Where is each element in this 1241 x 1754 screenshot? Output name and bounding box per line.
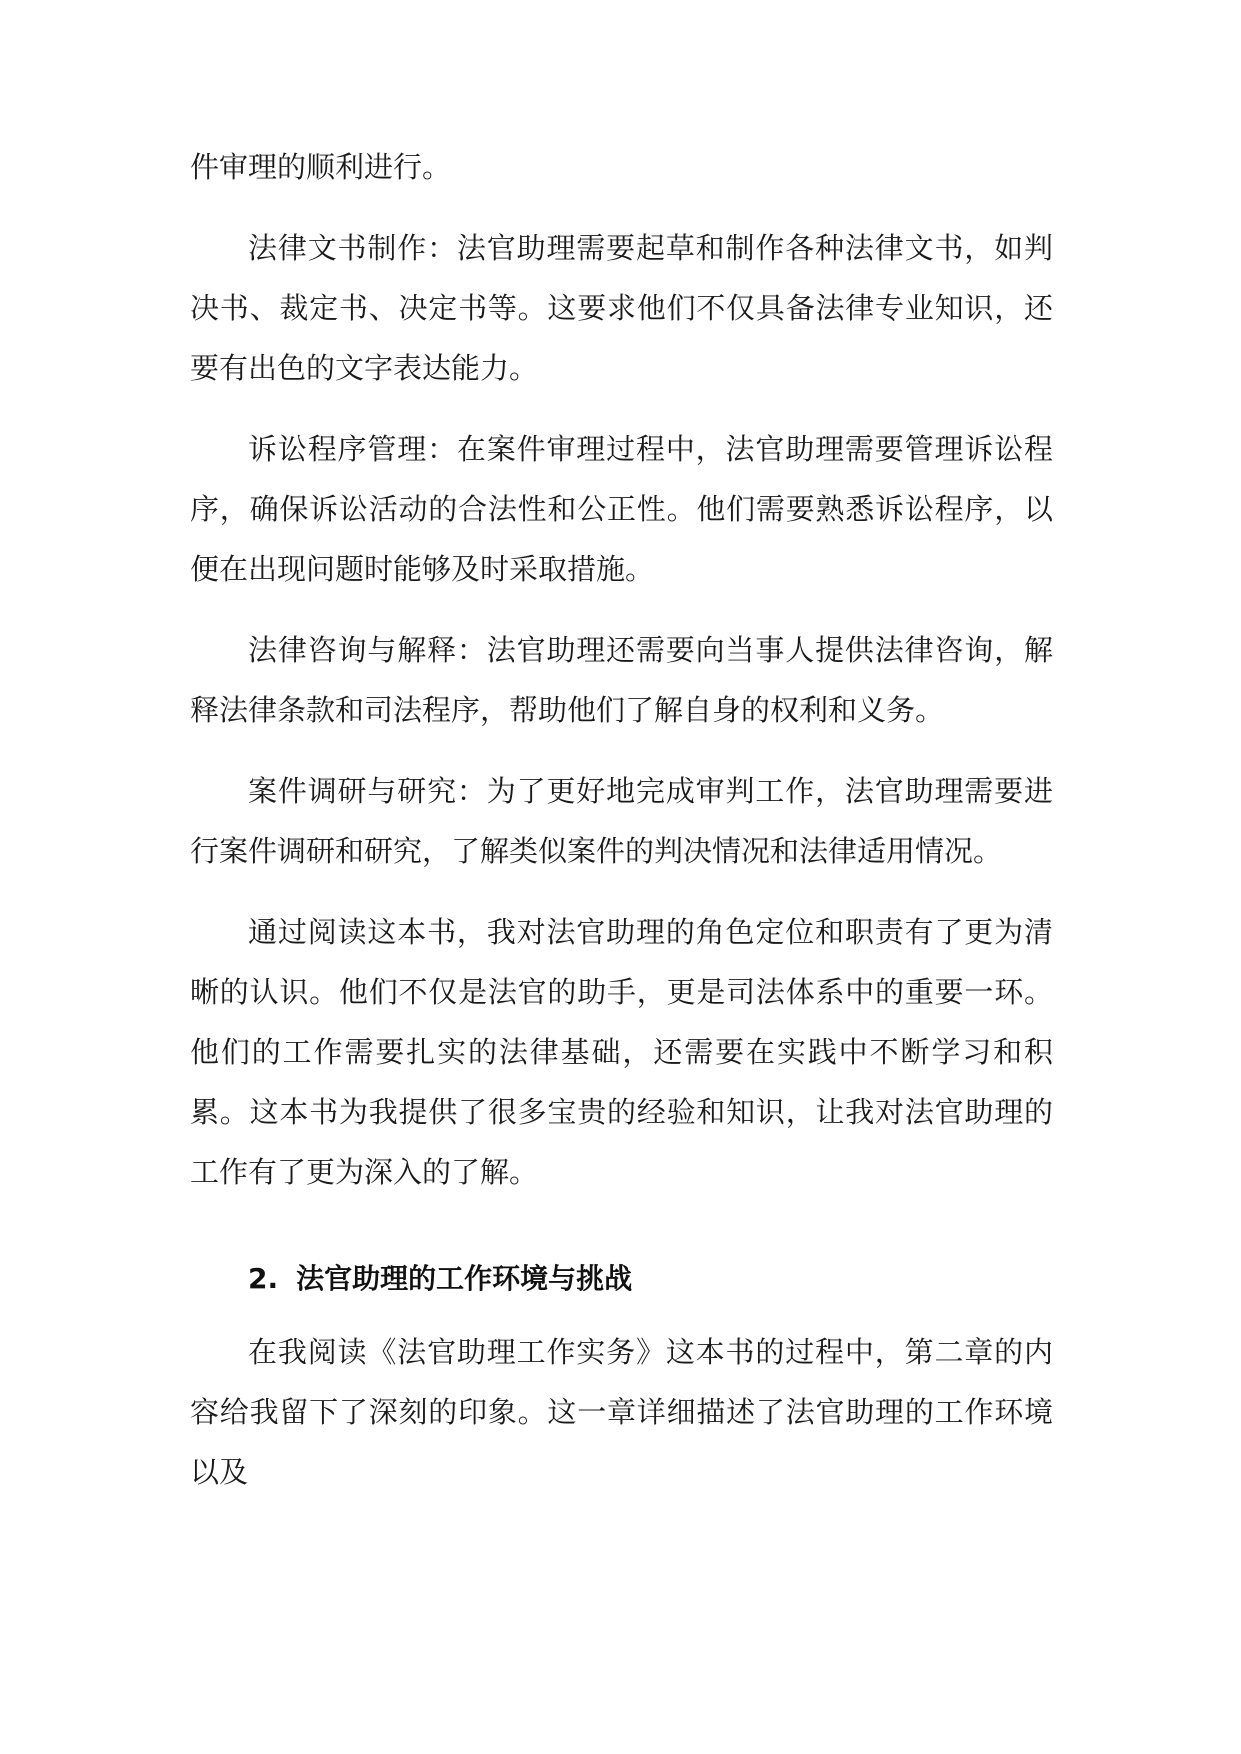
- paragraph-chapter-two-intro: 在我阅读《法官助理工作实务》这本书的过程中，第二章的内容给我留下了深刻的印象。这一章详细描述了法官助理的工作环境以及: [190, 1335, 1053, 1489]
- section-title: 法官助理的工作环境与挑战: [296, 1262, 633, 1295]
- section-number: 2.: [248, 1262, 279, 1295]
- section-heading: [248, 1250, 1053, 1308]
- paragraph-litigation-procedure: 诉讼程序管理：在案件审理过程中，法官助理需要管理诉讼程序，确保诉讼活动的合法性和公正性。他们需要熟悉诉讼程序，以便在出现问题时能够及时采取措施。: [190, 432, 1053, 586]
- paragraph-case-research: 案件调研与研究：为了更好地完成审判工作，法官助理需要进行案件调研和研究，了解类似案件的判决情况和法律适用情况。: [190, 774, 1053, 868]
- paragraph-legal-document-drafting: 法律文书制作：法官助理需要起草和制作各种法律文书，如判决书、裁定书、决定书等。这要求他们不仅具备法律专业知识，还要有出色的文字表达能力。: [190, 231, 1053, 385]
- document-body: [190, 137, 1053, 1523]
- paragraph-legal-consultation: 法律咨询与解释：法官助理还需要向当事人提供法律咨询，解释法律条款和司法程序，帮助他们了解自身的权利和义务。: [190, 633, 1053, 727]
- paragraph-reflection: 通过阅读这本书，我对法官助理的角色定位和职责有了更为清晰的认识。他们不仅是法官的助手，更是司法体系中的重要一环。他们的工作需要扎实的法律基础，还需要在实践中不断学习和积累。这本书为我提供了很多宝贵的经验和知识，让我对法官助理的工作有了更为深入的了解。: [190, 915, 1053, 1189]
- paragraph-continuation: 件审理的顺利进行。: [190, 150, 452, 184]
